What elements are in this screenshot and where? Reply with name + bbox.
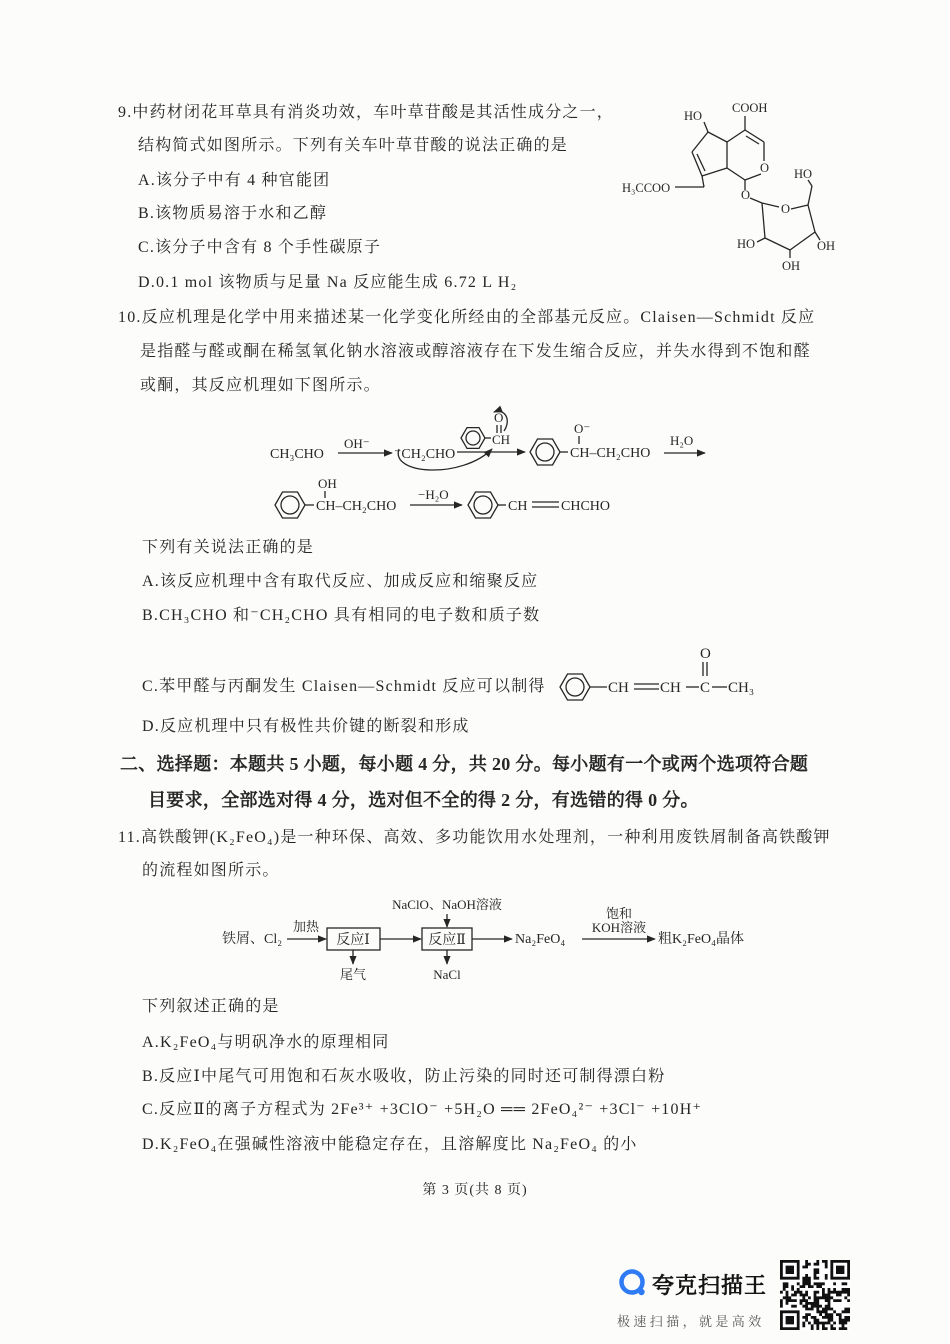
flow-off-gas: 尾气 <box>339 967 367 982</box>
q9-option-a: A.该分子中有 4 种官能团 <box>138 172 331 189</box>
product-ch-1: CH <box>608 680 629 696</box>
bond-line <box>790 232 815 250</box>
benzene-ring-circle <box>566 678 584 696</box>
q10-prompt: 下列有关说法正确的是 <box>142 539 315 556</box>
flow-feed: 铁屑、Cl₂ <box>222 932 283 947</box>
bond-line <box>727 168 745 180</box>
q9-stem-line-1: 9.中药材闭花耳草具有消炎功效，车叶草苷酸是其活性成分之一， <box>118 104 615 121</box>
label-glycosidic-oxygen: O <box>741 188 751 202</box>
flow-heat-label: 加热 <box>292 919 320 934</box>
label-ho-ch2: HO <box>794 167 813 181</box>
mech-product-ch: CH <box>508 499 528 514</box>
q9-structure-figure <box>618 92 848 277</box>
label-acetoxy: H₃CCOO <box>622 181 671 195</box>
bond-line <box>808 186 812 205</box>
benzene-ring-circle <box>466 431 480 445</box>
flow-byproduct: NaCl <box>433 967 461 982</box>
bond-line <box>750 198 762 203</box>
label-cooh: COOH <box>732 101 768 115</box>
q11-option-d: D.K₂FeO₄在强碱性溶液中能稳定存在，且溶解度比 Na₂FeO₄ 的小 <box>142 1136 638 1153</box>
watermark-slogan: 极速扫描，就是高效 <box>617 1315 765 1330</box>
product-carbonyl-o: O <box>700 646 711 662</box>
q10-option-a: A.该反应机理中含有取代反应、加成反应和缩聚反应 <box>142 573 539 590</box>
bond-line <box>704 122 708 132</box>
label-ho-left: HO <box>737 237 756 251</box>
q9-stem-line-2: 结构简式如图所示。下列有关车叶草苷酸的说法正确的是 <box>138 137 569 154</box>
page-footer: 第 3 页(共 8 页) <box>422 1183 528 1198</box>
q10-option-c-product-structure <box>552 638 767 700</box>
flow-conv-bottom: KOH溶液 <box>591 920 647 935</box>
bond-line <box>765 238 790 250</box>
mech-aldehyde-ch: CH <box>492 432 511 447</box>
flow-conv-top: 饱和 <box>605 906 633 921</box>
quark-ring-icon <box>617 1267 649 1299</box>
label-sugar-ring-oxygen: O <box>781 202 791 216</box>
mech-carbanion: ⁻CH₂CHO <box>394 447 456 462</box>
bond-line <box>791 205 808 209</box>
q10-option-d: D.反应机理中只有极性共价键的断裂和形成 <box>142 718 470 735</box>
q11-option-a: A.K₂FeO₄与明矾净水的原理相同 <box>142 1034 390 1051</box>
section2-heading-line-2: 目要求，全部选对得 4 分，选对但不全的得 2 分，有选错的得 0 分。 <box>148 790 699 810</box>
q11-option-c: C.反应Ⅱ的离子方程式为 2Fe³⁺ +3ClO⁻ +5H₂O ══ 2FeO₄²⁻ +3Cl⁻ +10H⁺ <box>142 1101 703 1118</box>
q9-option-b: B.该物质易溶于水和乙醇 <box>138 205 328 222</box>
q10-stem-line-3: 或酮，其反应机理如下图所示。 <box>140 377 381 394</box>
q10-mechanism-figure <box>262 405 714 530</box>
mech-water-label: H₂O <box>670 433 694 448</box>
bond-line <box>745 174 761 180</box>
q11-stem-line-1: 11.高铁酸钾(K₂FeO₄)是一种环保、高效、多功能饮用水处理剂，一种利用废铁屑制备高铁酸钾 <box>118 829 831 846</box>
q10-stem-line-1: 10.反应机理是化学中用来描述某一化学变化所经由的全部基元反应。Claisen—Schmidt 反应 <box>118 309 816 326</box>
q10-option-b: B.CH₃CHO 和⁻CH₂CHO 具有相同的电子数和质子数 <box>142 607 541 624</box>
bond-line <box>702 176 704 187</box>
q10-stem-line-2: 是指醛与醛或酮在稀氢氧化钠水溶液或醇溶液存在下发生缩合反应，并失水得到不饱和醛 <box>140 343 811 360</box>
q10-option-c: C.苯甲醛与丙酮发生 Claisen—Schmidt 反应可以制得 <box>142 678 546 695</box>
mech-reactant: CH₃CHO <box>270 447 324 462</box>
bond-line <box>762 203 779 207</box>
quark-ring <box>622 1272 643 1293</box>
label-ring-oxygen: O <box>760 161 770 175</box>
bond-line <box>762 203 765 238</box>
mech-aldol-oh: OH <box>318 476 337 491</box>
product-ch-2: CH <box>660 680 681 696</box>
watermark-brand: 夸克扫描王 <box>652 1274 768 1299</box>
q11-flow-diagram <box>215 893 767 988</box>
mech-dehydration-label: −H₂O <box>418 487 449 502</box>
section2-heading-line-1: 二、选择题：本题共 5 小题，每小题 4 分，共 20 分。每小题有一个或两个选项符合题 <box>120 754 809 774</box>
qr-code-icon <box>780 1260 850 1330</box>
label-oh-right: OH <box>817 239 836 253</box>
mech-alkoxide-o: O⁻ <box>574 421 591 436</box>
bond-line <box>692 132 708 152</box>
flow-product: 粗K₂FeO₄晶体 <box>658 932 744 947</box>
benzene-ring-circle <box>281 496 299 514</box>
label-ho-top: HO <box>684 109 703 123</box>
product-carbonyl-c: C <box>700 680 711 696</box>
q11-option-b: B.反应Ⅰ中尾气可用饱和石灰水吸收，防止污染的同时还可制得漂白粉 <box>142 1068 666 1085</box>
q11-prompt: 下列叙述正确的是 <box>142 998 280 1015</box>
bond-line <box>727 130 745 142</box>
product-methyl: CH₃ <box>728 680 755 696</box>
q9-option-c: C.该分子中含有 8 个手性碳原子 <box>138 239 382 256</box>
mech-alkoxide-chain: CH–CH₂CHO <box>570 446 651 461</box>
flow-reagents: NaClO、NaOH溶液 <box>392 897 502 912</box>
bond-line <box>708 132 727 142</box>
bond-line <box>702 168 727 176</box>
q9-option-d: D.0.1 mol 该物质与足量 Na 反应能生成 6.72 L H₂ <box>138 274 518 291</box>
label-oh-bottom: OH <box>782 259 801 273</box>
bond-line <box>757 238 765 242</box>
flow-step2-label: 反应Ⅱ <box>428 933 466 948</box>
q11-stem-line-2: 的流程如图所示。 <box>142 862 280 879</box>
mech-aldehyde-o: O <box>494 410 504 425</box>
bond-line <box>745 130 764 142</box>
benzene-ring-circle <box>474 496 492 514</box>
mech-base-label: OH⁻ <box>344 436 370 451</box>
benzene-ring-circle <box>536 443 554 461</box>
flow-intermediate: Na₂FeO₄ <box>515 932 566 947</box>
bond-line <box>808 205 815 232</box>
flow-step1-label: 反应Ⅰ <box>336 933 370 948</box>
quark-ring-dot <box>638 1289 644 1295</box>
bond-line <box>692 152 702 176</box>
mech-product-tail: CHCHO <box>561 499 611 514</box>
mech-aldol-chain: CH–CH₂CHO <box>316 499 397 514</box>
